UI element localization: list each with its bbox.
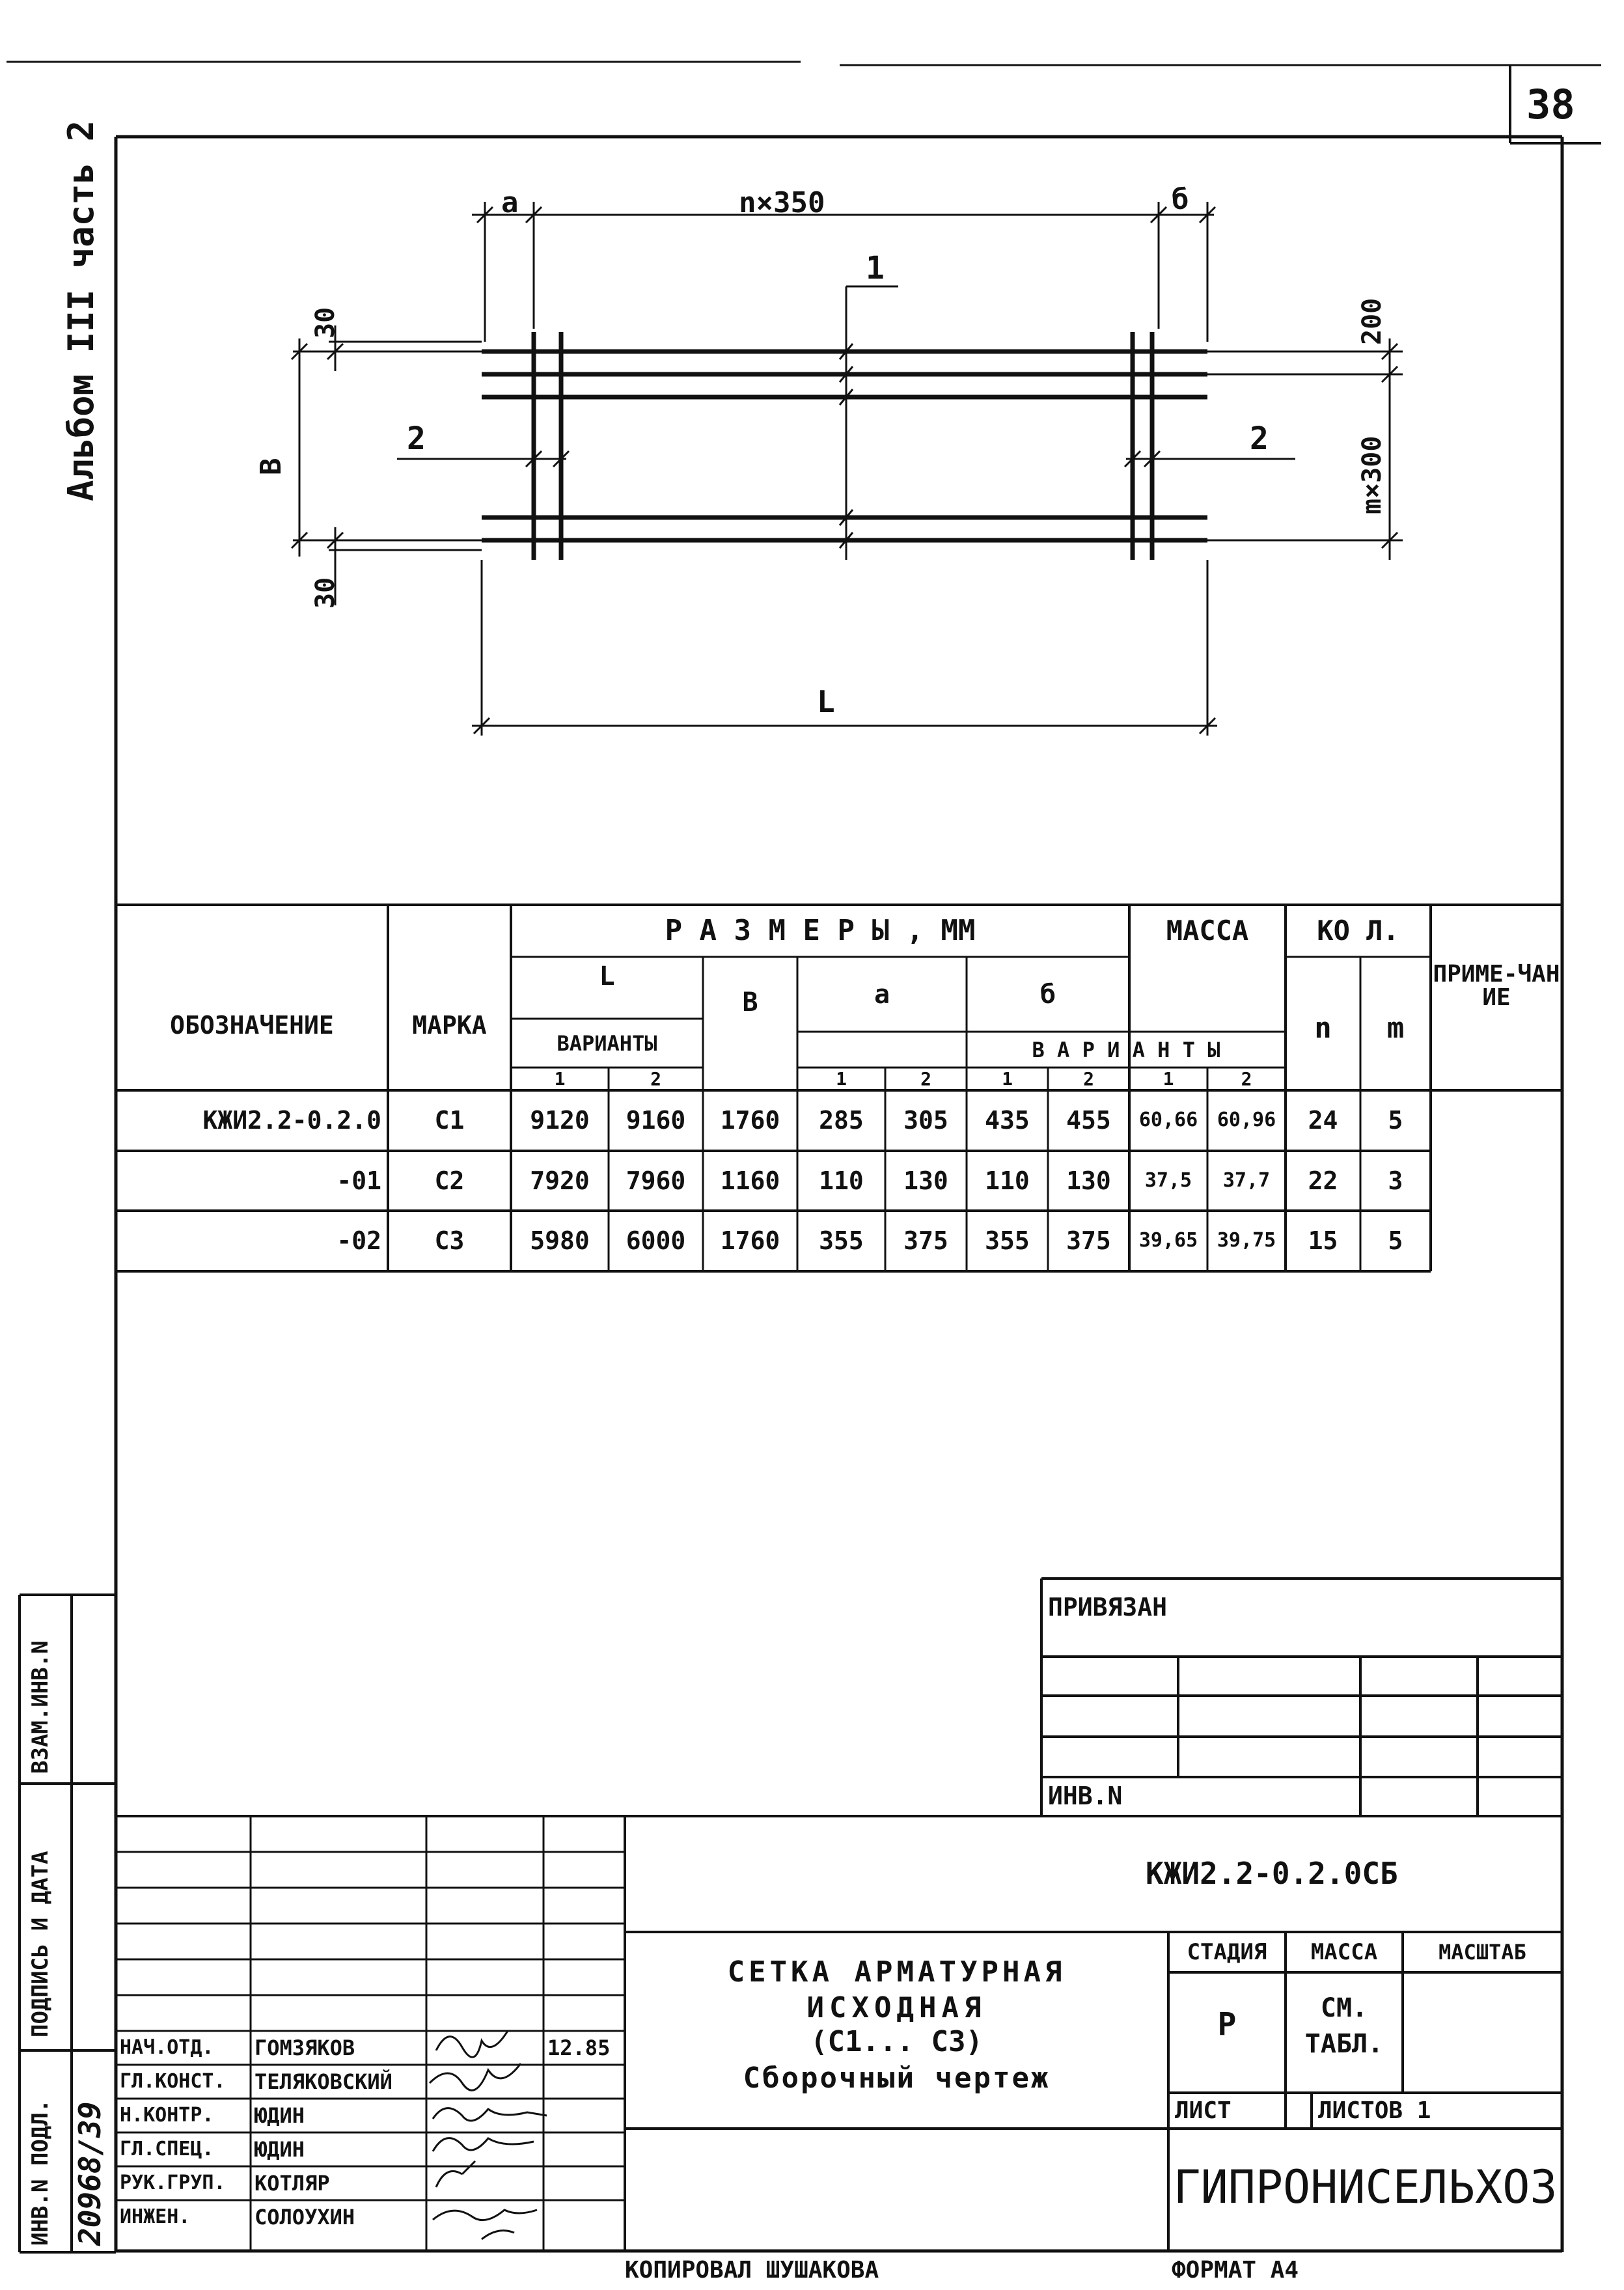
header-m: m (1386, 1012, 1405, 1045)
cell-m: 3 (1388, 1166, 1403, 1195)
signature-date (544, 2200, 625, 2234)
cell-a1: 355 (819, 1226, 864, 1255)
header-a-v2: 2 (920, 1068, 931, 1090)
cell-m: 5 (1388, 1106, 1403, 1135)
header-B: B (742, 987, 758, 1017)
signature-date (544, 2166, 625, 2200)
sheets-label: ЛИСТОВ 1 (1318, 2097, 1431, 2124)
organization: ГИПРОНИСЕЛЬХОЗ (1173, 2160, 1558, 2214)
cell-a1: 110 (819, 1166, 864, 1195)
cell-B: 1760 (720, 1226, 780, 1255)
cell-b2: 375 (1066, 1226, 1111, 1255)
cell-designation: -02 (337, 1226, 381, 1255)
header-qty: КО Л. (1317, 915, 1399, 946)
scale-label: МАСШТАБ (1438, 1940, 1526, 1965)
stamp-inv-podl: ИНВ.N ПОДЛ. (27, 2099, 53, 2246)
cell-m1: 60,66 (1138, 1109, 1198, 1131)
header-mark: МАРКА (412, 1011, 487, 1040)
header-L-v2: 2 (650, 1068, 661, 1090)
stamp-vzam-inv: ВЗАМ.ИНВ.N (27, 1640, 53, 1774)
stamp-inv-number: 20968/39 (72, 2101, 107, 2246)
cell-a2: 305 (903, 1106, 948, 1135)
header-b-v1: 1 (1002, 1068, 1013, 1090)
cell-n: 24 (1308, 1106, 1338, 1135)
cell-m2: 37,7 (1222, 1169, 1271, 1192)
stage-label: СТАДИЯ (1187, 1939, 1267, 1965)
cell-b1: 435 (985, 1106, 1030, 1135)
signature-date (544, 2132, 625, 2166)
signature-name: ЮДИН (255, 2103, 305, 2128)
mass-value-1: СМ. (1320, 1993, 1368, 2023)
dim-n350-label: n×350 (739, 186, 825, 219)
signature-name: ГОМЗЯКОВ (255, 2035, 355, 2060)
cell-b2: 455 (1066, 1106, 1111, 1135)
stage-value: Р (1217, 2006, 1237, 2043)
cell-L2: 6000 (626, 1226, 686, 1255)
signature-role: ГЛ.СПЕЦ. (120, 2138, 214, 2160)
header-mass: МАССА (1166, 915, 1249, 946)
cell-L2: 7960 (626, 1166, 686, 1195)
title-line-1: СЕТКА АРМАТУРНАЯ (727, 1955, 1066, 1989)
signature-date (544, 2099, 625, 2132)
title-line-2: ИСХОДНАЯ (806, 1991, 987, 2024)
signature-role: ИНЖЕН. (120, 2205, 191, 2228)
cell-m1: 37,5 (1144, 1169, 1192, 1192)
cell-L1: 9120 (530, 1106, 590, 1135)
dim-a-label: a (501, 186, 519, 219)
header-mass-v1: 1 (1163, 1068, 1174, 1090)
callout-1: 1 (866, 250, 885, 286)
cell-note (1431, 1211, 1562, 1271)
cell-b2: 130 (1066, 1166, 1111, 1195)
copied-by: КОПИРОВАЛ ШУШАКОВА (625, 2257, 879, 2283)
binding-label: ПРИВЯЗАН (1048, 1593, 1168, 1621)
cell-m2: 60,96 (1217, 1109, 1276, 1131)
cell-mark: С1 (434, 1106, 465, 1135)
signature-role: ГЛ.КОНСТ. (120, 2070, 226, 2093)
header-variants-rest: В А Р И А Н Т Ы (1032, 1037, 1220, 1062)
cell-m2: 39,75 (1217, 1229, 1276, 1252)
cell-a1: 285 (819, 1106, 864, 1135)
dim-B-label: B (255, 458, 288, 475)
header-a: а (874, 979, 890, 1010)
cell-b1: 110 (985, 1166, 1030, 1195)
dim-30-bottom: 30 (310, 577, 340, 609)
cell-designation: КЖИ2.2-0.2.0 (202, 1106, 381, 1135)
header-mass-v2: 2 (1241, 1068, 1252, 1090)
sheet-number: 38 (1526, 81, 1575, 128)
cell-L1: 5980 (530, 1226, 590, 1255)
cell-m: 5 (1388, 1226, 1403, 1255)
header-note: ПРИМЕ-ЧАНИЕ (1433, 961, 1560, 1011)
cell-mark: С3 (434, 1226, 465, 1255)
header-L-v1: 1 (554, 1068, 566, 1090)
callout-2-right: 2 (1250, 421, 1269, 457)
stamp-podpis-data: ПОДПИСЬ И ДАТА (27, 1851, 53, 2037)
header-L: L (599, 961, 615, 991)
signature-role: Н.КОНТР. (120, 2104, 214, 2127)
callout-2-left: 2 (407, 421, 426, 457)
title-line-4: Сборочный чертеж (743, 2062, 1051, 2095)
dim-L-label: L (817, 684, 835, 719)
header-sizes: Р А З М Е Р Ы , ММ (665, 914, 976, 947)
cell-note (1431, 1090, 1562, 1150)
signature-role: НАЧ.ОТД. (120, 2036, 214, 2059)
cell-note (1431, 1151, 1562, 1211)
dim-b-label: б (1172, 183, 1189, 216)
doc-code: КЖИ2.2-0.2.0СБ (1146, 1856, 1398, 1891)
header-variants-L: ВАРИАНТЫ (557, 1030, 657, 1056)
mass-value-2: ТАБЛ. (1304, 2029, 1384, 2059)
header-n: n (1314, 1012, 1332, 1045)
mass-label: МАССА (1310, 1939, 1378, 1965)
signature-name: ЮДИН (255, 2137, 305, 2162)
title-line-3: (С1... С3) (810, 2025, 983, 2058)
paper-format: ФОРМАТ А4 (1172, 2257, 1299, 2283)
signature-name: КОТЛЯР (255, 2171, 330, 2196)
cell-a2: 375 (903, 1226, 948, 1255)
signature-date (544, 2065, 625, 2099)
binding-inv-label: ИНВ.N (1048, 1782, 1123, 1810)
album-label: Альбом III часть 2 (61, 120, 102, 501)
header-designation: ОБОЗНАЧЕНИЕ (170, 1011, 334, 1040)
cell-mark: С2 (434, 1166, 465, 1195)
cell-L1: 7920 (530, 1166, 590, 1195)
signature-date: 12.85 (547, 2035, 611, 2060)
cell-B: 1160 (720, 1166, 780, 1195)
dim-200-label: 200 (1357, 297, 1387, 345)
cell-b1: 355 (985, 1226, 1030, 1255)
cell-L2: 9160 (626, 1106, 686, 1135)
signature-scribbles (430, 2031, 547, 2239)
sheet-label: ЛИСТ (1175, 2097, 1232, 2124)
header-b: б (1039, 979, 1056, 1010)
cell-m1: 39,65 (1138, 1229, 1198, 1252)
signature-role: РУК.ГРУП. (120, 2172, 226, 2194)
signature-name: СОЛОУХИН (255, 2205, 355, 2229)
cell-n: 22 (1308, 1166, 1338, 1195)
cell-n: 15 (1308, 1226, 1338, 1255)
cell-designation: -01 (337, 1166, 381, 1195)
header-b-v2: 2 (1083, 1068, 1094, 1090)
cell-a2: 130 (903, 1166, 948, 1195)
header-a-v1: 1 (836, 1068, 847, 1090)
cell-B: 1760 (720, 1106, 780, 1135)
dim-30-top: 30 (310, 307, 340, 338)
signature-name: ТЕЛЯКОВСКИЙ (255, 2069, 392, 2094)
dim-m300-label: m×300 (1357, 435, 1387, 514)
